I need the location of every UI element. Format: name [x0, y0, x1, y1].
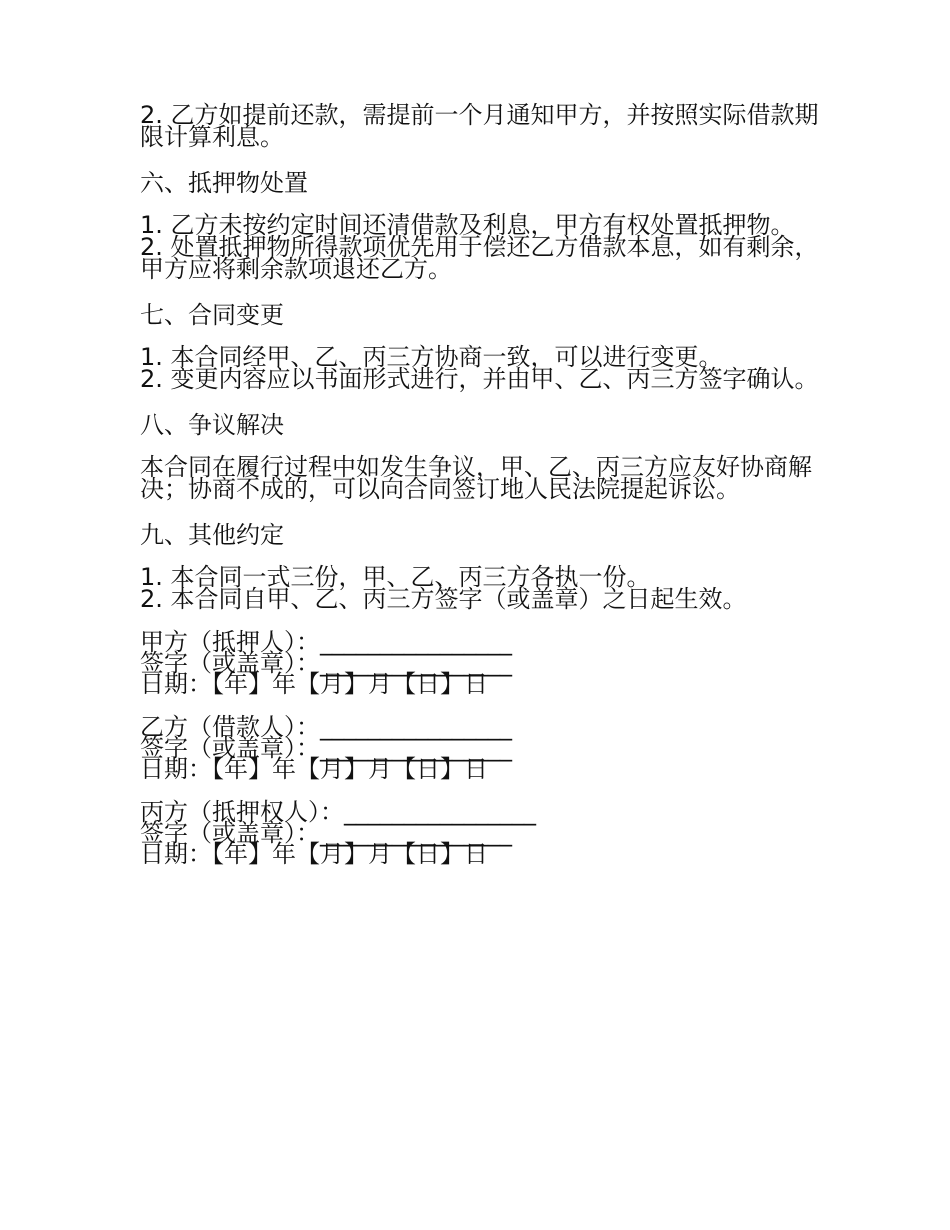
clause-9-2: 2. 本合同自甲、乙、丙三方签字（或盖章）之日起生效。: [140, 585, 747, 613]
party-b-line: 乙方（借款人）：________________: [140, 713, 512, 741]
document-page: [140, 101, 820, 868]
clause-7-1: 1. 本合同经甲、乙、丙三方协商一致，可以进行变更。: [140, 343, 723, 371]
signature-party-c: [140, 798, 820, 868]
section-heading-8: 八、争议解决: [140, 411, 284, 439]
party-c-sign-line: 签字（或盖章）：________________: [140, 819, 512, 847]
party-a-date-line: 日期：【年】年【月】月【日】日: [140, 670, 488, 698]
party-a-line: 甲方（抵押人）：________________: [140, 628, 512, 656]
section-heading-7: 七、合同变更: [140, 301, 284, 329]
clause-5-2: 2. 乙方如提前还款，需提前一个月通知甲方，并按照实际借款期限计算利息。: [140, 101, 819, 151]
party-a-sign-line: 签字（或盖章）：________________: [140, 649, 512, 677]
clause-7-2: 2. 变更内容应以书面形式进行，并由甲、乙、丙三方签字确认。: [140, 365, 819, 393]
signature-party-a: [140, 628, 820, 698]
clause-9-1: 1. 本合同一式三份，甲、乙、丙三方各执一份。: [140, 563, 651, 591]
clause-6-2: 2. 处置抵押物所得款项优先用于偿还乙方借款本息，如有剩余，甲方应将剩余款项退还乙方。: [140, 233, 819, 283]
signature-party-b: [140, 713, 820, 783]
party-b-sign-line: 签字（或盖章）：________________: [140, 734, 512, 762]
section-heading-9: 九、其他约定: [140, 521, 284, 549]
clause-8: 本合同在履行过程中如发生争议，甲、乙、丙三方应友好协商解决；协商不成的，可以向合同签订地人民法院提起诉讼。: [140, 453, 812, 503]
section-heading-6: 六、抵押物处置: [140, 169, 308, 197]
party-b-date-line: 日期：【年】年【月】月【日】日: [140, 755, 488, 783]
party-c-line: 丙方（抵押权人）：________________: [140, 798, 536, 826]
party-c-date-line: 日期：【年】年【月】月【日】日: [140, 840, 488, 868]
clause-6-1: 1. 乙方未按约定时间还清借款及利息，甲方有权处置抵押物。: [140, 211, 795, 239]
